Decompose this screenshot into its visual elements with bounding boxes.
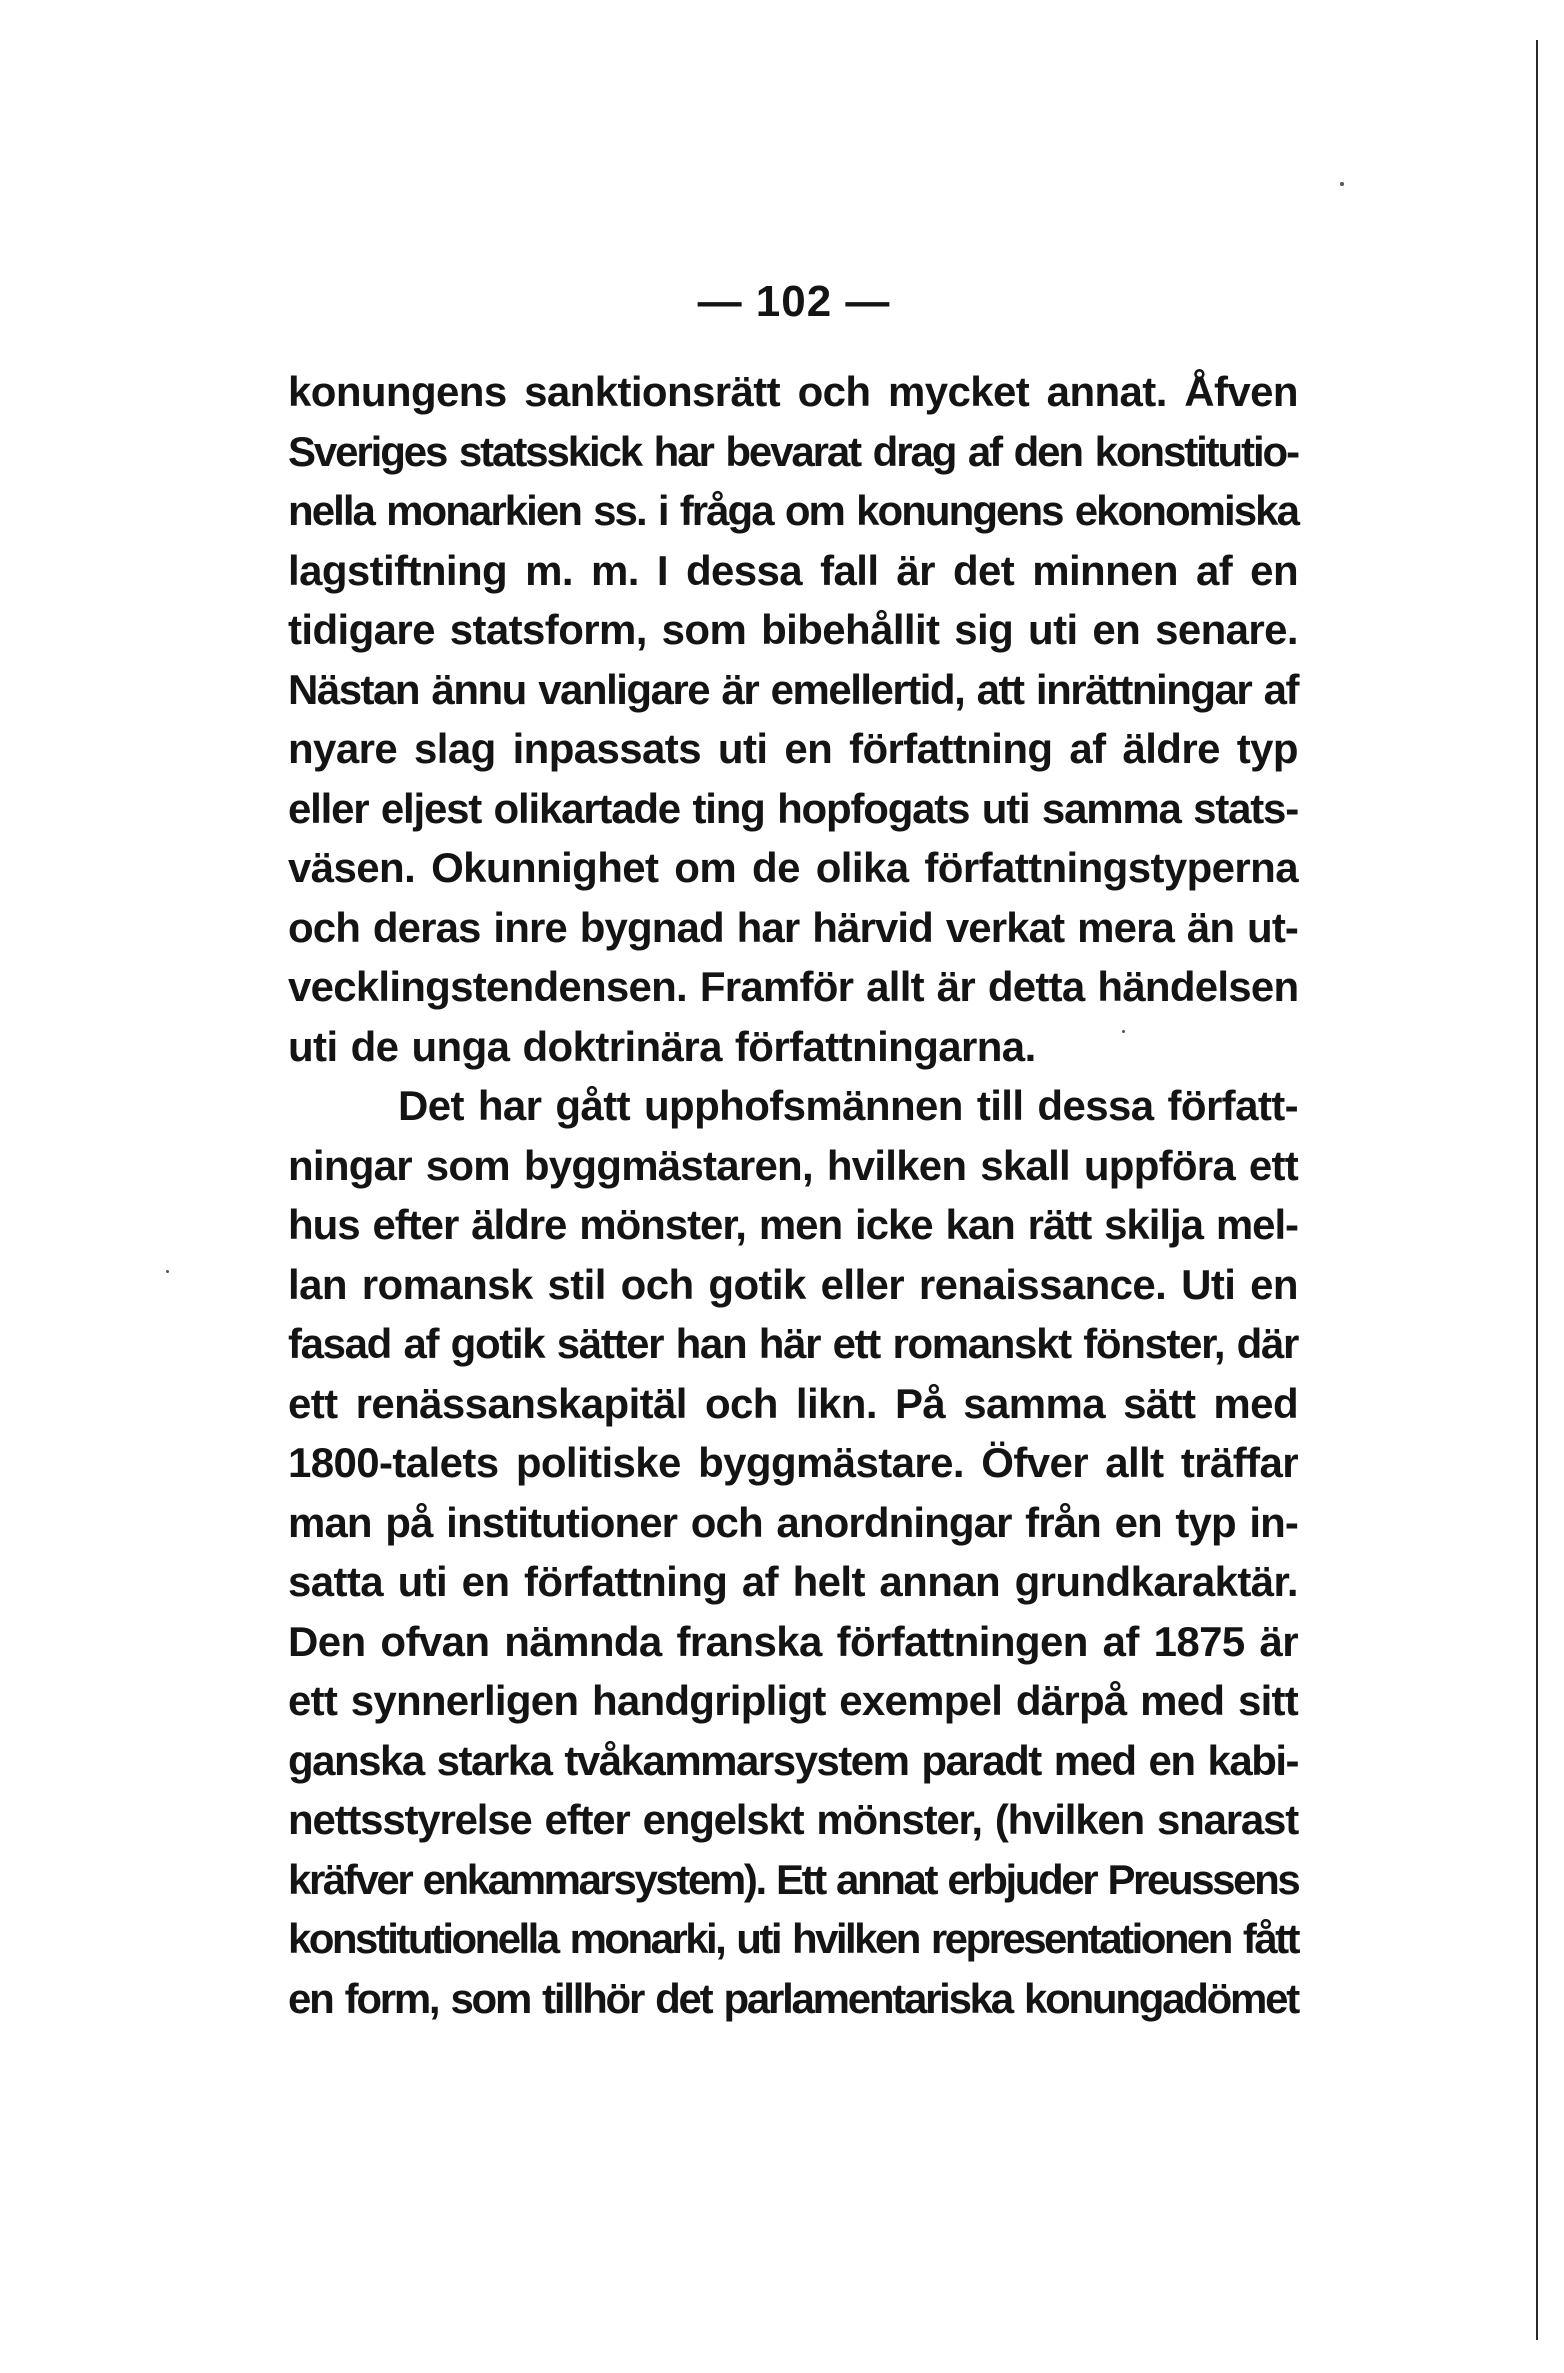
text-line: och deras inre bygnad har härvid verkat mera än ut- (288, 903, 1298, 951)
scan-edge-line (1536, 40, 1538, 2340)
text-line: vecklingstendensen. Framför allt är detta händelsen (288, 963, 1299, 1010)
text-line: satta uti en författning af helt annan grundkaraktär. (288, 1558, 1298, 1605)
text-line: Det har gått upphofsmännen till dessa författ- (398, 1082, 1298, 1129)
text-line: ett synnerligen handgripligt exempel därpå med sitt (288, 1677, 1298, 1724)
paragraph (288, 1076, 1298, 2028)
text-line: Den ofvan nämnda franska författningen af 1875 är (288, 1617, 1298, 1665)
text-line: hus efter äldre mönster, men icke kan rätt skilja mel- (288, 1201, 1298, 1248)
scan-speck (166, 1270, 169, 1273)
text-line: 1800-talets politiske byggmästare. Öfver allt träffar (288, 1439, 1298, 1486)
text-line: nettsstyrelse efter engelskt mönster, (hvilken snarast (288, 1796, 1298, 1843)
scan-speck (1340, 182, 1344, 186)
text-line: ganska starka tvåkammarsystem paradt med en kabi- (288, 1736, 1298, 1784)
text-line: nella monarkien ss. i fråga om konungens ekonomiska (288, 487, 1298, 534)
text-line: lagstiftning m. m. I dessa fall är det minnen af en (288, 546, 1298, 594)
text-line: Sveriges statsskick har bevarat drag af den konstitutio- (288, 427, 1298, 475)
text-line: uti de unga doktrinära författningarna. (288, 1022, 1036, 1070)
text-line: en form, som tillhör det parlamentariska konungadömet (288, 1974, 1298, 2022)
text-line: väsen. Okunnighet om de olika författningstyperna (288, 844, 1298, 891)
paragraph (288, 362, 1298, 1076)
text-line: konstitutionella monarki, uti hvilken representationen fått (288, 1915, 1298, 1962)
text-line: kräfver enkammarsystem). Ett annat erbjuder Preussens (288, 1855, 1299, 1903)
text-line: Nästan ännu vanligare är emellertid, att inrättningar af (288, 665, 1298, 713)
text-line: man på institutioner och anordningar från en typ in- (288, 1498, 1298, 1546)
text-line: nyare slag inpassats uti en författning af äldre typ (288, 725, 1298, 772)
text-line: lan romansk stil och gotik eller renaissance. Uti en (288, 1260, 1298, 1308)
text-line: eller eljest olikartade ting hopfogats uti samma stats- (288, 784, 1298, 832)
text-line: tidigare statsform, som bibehållit sig uti en senare. (288, 606, 1298, 653)
text-line: konungens sanktionsrätt och mycket annat. Åfven (288, 368, 1298, 415)
page-number: — 102 — (697, 277, 891, 326)
text-line: ningar som byggmästaren, hvilken skall uppföra ett (288, 1141, 1298, 1189)
body-text (288, 362, 1298, 2028)
text-line: fasad af gotik sätter han här ett romanskt fönster, där (288, 1320, 1298, 1367)
text-line: ett renässanskapitäl och likn. På samma sätt med (288, 1379, 1298, 1427)
